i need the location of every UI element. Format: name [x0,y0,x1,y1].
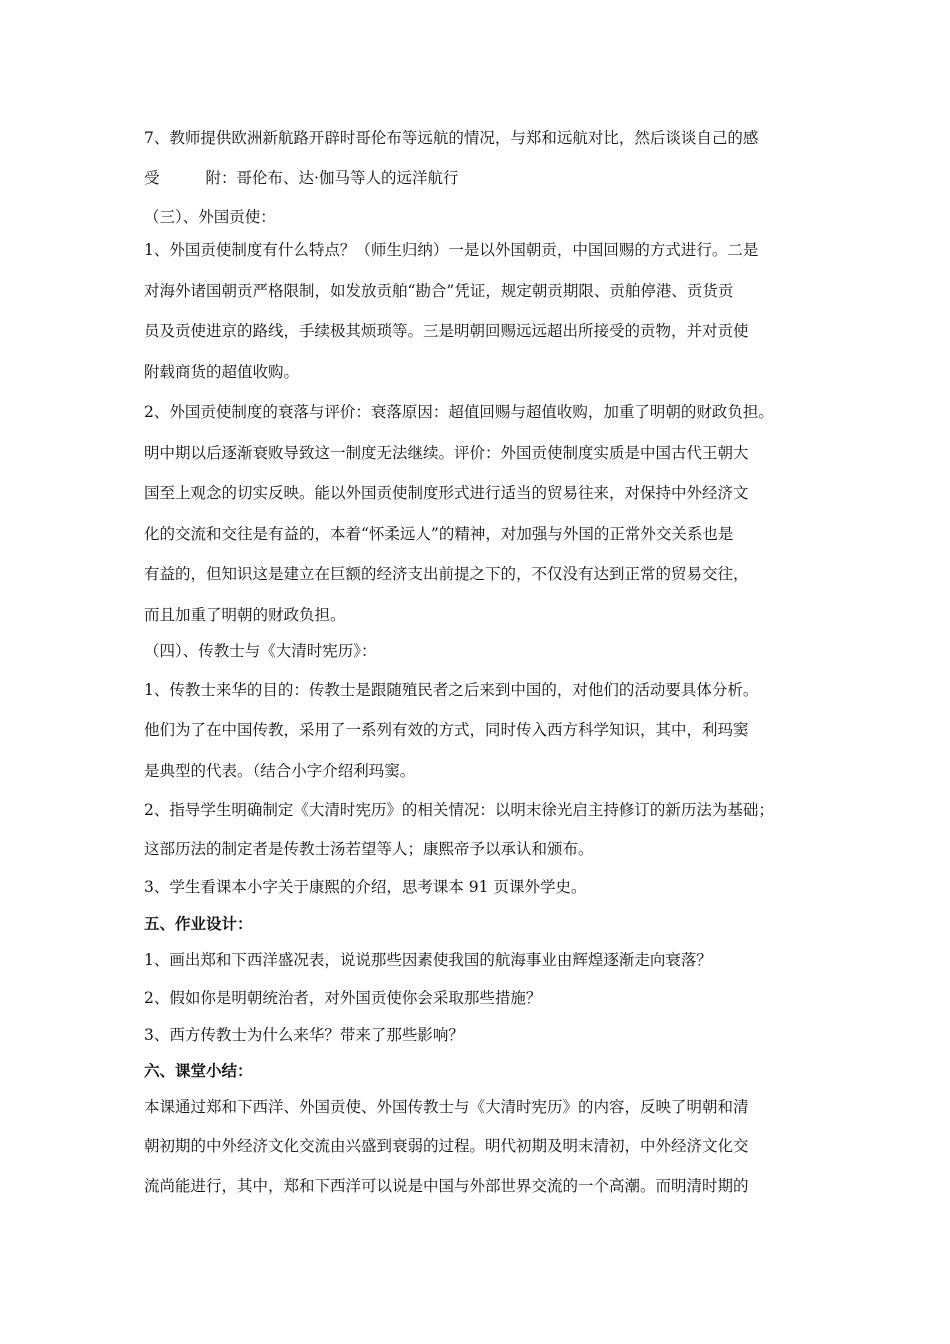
paragraph-line: 附载商货的超值收购。 [144,363,300,381]
section-heading: （四）、传教士与《大清时宪历》： [144,642,377,660]
paragraph-line: 对海外诸国朝贡严格限制，如发放贡舶“勘合”凭证，规定朝贡期限、贡舶停港、贡货贡 [144,282,734,300]
paragraph-text: 受 [144,169,160,187]
paragraph-line: 国至上观念的切实反映。能以外国贡使制度形式进行适当的贸易往来，对保持中外经济文 [144,484,749,502]
paragraph-line: 2、指导学生明确制定《大清时宪历》的相关情况：以明末徐光启主持修订的新历法为基础； [144,801,774,819]
paragraph-line: 3、学生看课本小字关于康熙的介绍，思考课本 91 页课外学史。 [144,878,587,896]
paragraph-line: 他们为了在中国传教，采用了一系列有效的方式，同时传入西方科学知识，其中，利玛窦 [144,721,749,739]
list-item: 2、假如你是明朝统治者，对外国贡使你会采取那些措施？ [144,989,542,1007]
paragraph-line: 1、传教士来华的目的：传教士是跟随殖民者之后来到中国的，对他们的活动要具体分析。 [144,681,759,699]
paragraph-line: 朝初期的中外经济文化交流由兴盛到衰弱的过程。明代初期及明末清初，中外经济文化交 [144,1137,749,1155]
paragraph-text: 附：哥伦布、达·伽马等人的远洋航行 [205,169,459,187]
paragraph-line: 7、教师提供欧洲新航路开辟时哥伦布等远航的情况，与郑和远航对比，然后谈谈自己的感 [144,129,759,147]
section-heading: 六、课堂小结： [144,1062,253,1080]
paragraph-line: 化的交流和交往是有益的，本着“怀柔远人”的精神，对加强与外国的正常外交关系也是 [144,525,734,543]
paragraph-line: 2、外国贡使制度的衰落与评价：衰落原因：超值回赐与超值收购，加重了明朝的财政负担。 [144,403,774,421]
paragraph-line: 明中期以后逐渐衰败导致这一制度无法继续。评价：外国贡使制度实质是中国古代王朝大 [144,444,749,462]
section-heading: （三）、外国贡使： [144,208,276,226]
paragraph-line: 员及贡使进京的路线，手续极其烦琐等。三是明朝回赐远远超出所接受的贡物，并对贡使 [144,322,749,340]
list-item: 3、西方传教士为什么来华？带来了那些影响？ [144,1026,464,1044]
paragraph-line: 1、外国贡使制度有什么特点？（师生归纳）一是以外国朝贡，中国回赐的方式进行。二是 [144,241,759,259]
list-item: 1、画出郑和下西洋盛况表，说说那些因素使我国的航海事业由辉煌逐渐走向衰落？ [144,951,712,969]
paragraph-line: 这部历法的制定者是传教士汤若望等人；康熙帝予以承认和颁布。 [144,840,594,858]
section-heading: 五、作业设计： [144,915,253,933]
paragraph-line: 有益的，但知识这是建立在巨额的经济支出前提之下的，不仅没有达到正常的贸易交往， [144,565,749,583]
paragraph-line: 而且加重了明朝的财政负担。 [144,606,346,624]
paragraph-line: 流尚能进行，其中，郑和下西洋可以说是中国与外部世界交流的一个高潮。而明清时期的 [144,1177,749,1195]
paragraph-line: 是典型的代表。（结合小字介绍利玛窦。 [144,762,416,780]
paragraph-line [144,168,834,188]
paragraph-line: 本课通过郑和下西洋、外国贡使、外国传教士与《大清时宪历》的内容，反映了明朝和清 [144,1098,749,1116]
